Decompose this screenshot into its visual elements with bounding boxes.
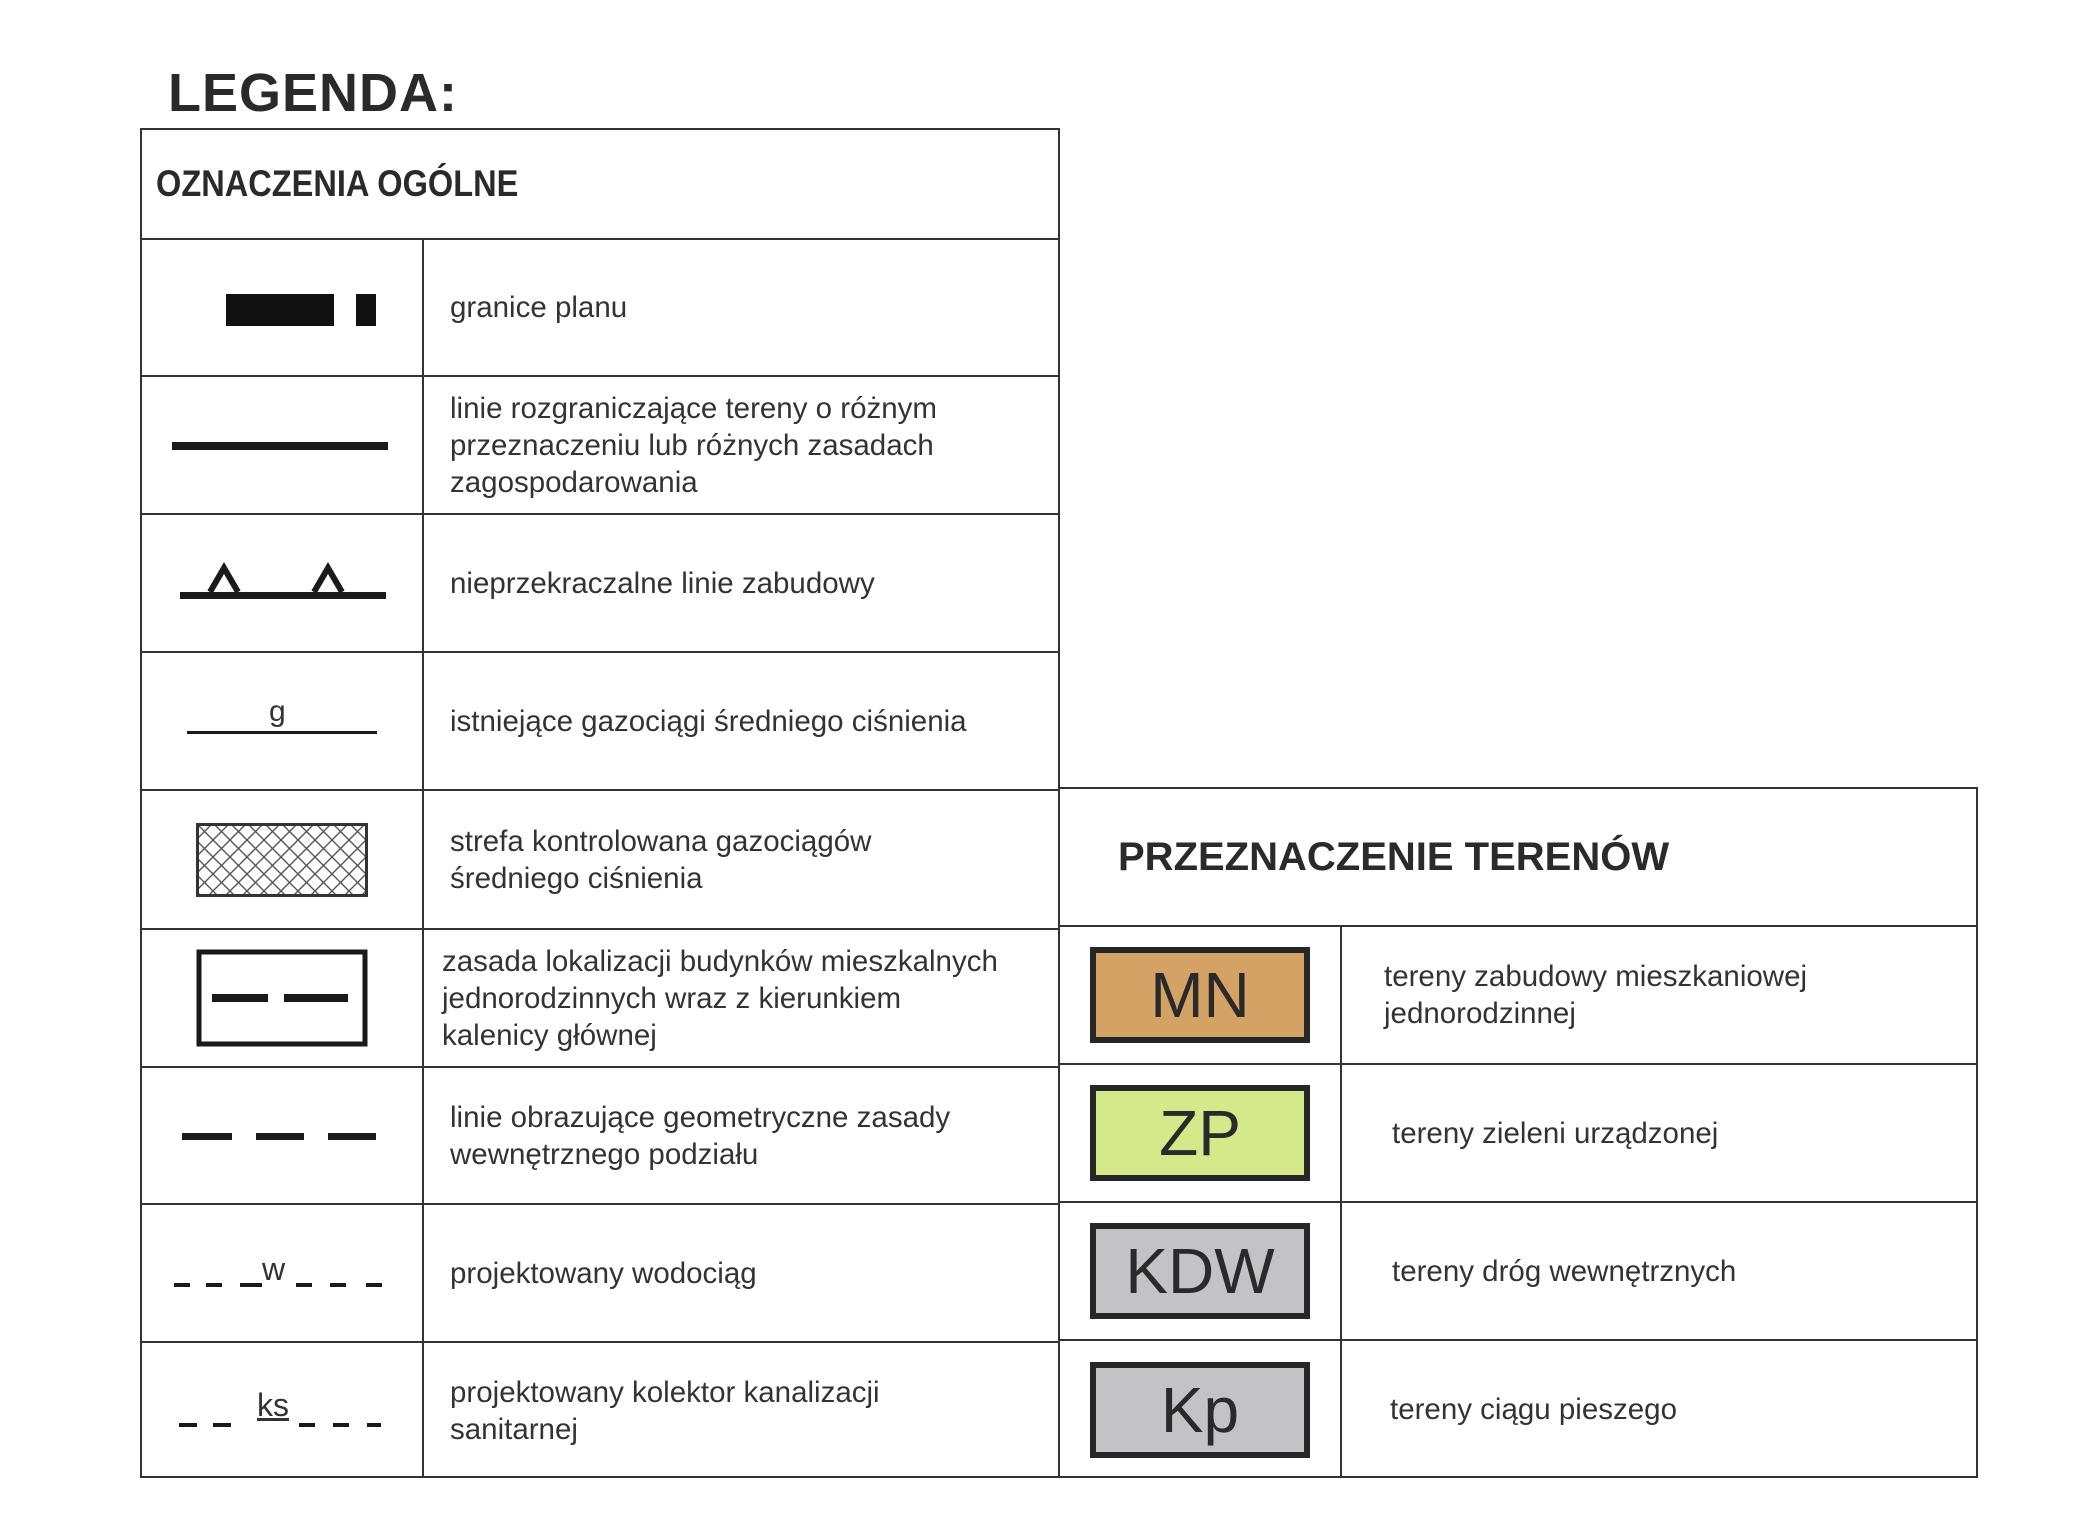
land-use-code-cell bbox=[1060, 1203, 1342, 1339]
legend-row-plan-boundary bbox=[142, 240, 1058, 377]
gas-symbol-letter: g bbox=[269, 695, 286, 728]
plan-boundary-line-icon bbox=[142, 240, 424, 375]
legend-row-building-location bbox=[142, 930, 1058, 1068]
land-use-label: tereny dróg wewnętrznych bbox=[1392, 1254, 1737, 1288]
land-use-row-mn bbox=[1060, 927, 1976, 1065]
land-use-code-cell bbox=[1060, 1341, 1342, 1478]
sewer-symbol-letters: ks bbox=[257, 1386, 289, 1423]
building-line-triangles-icon bbox=[142, 515, 424, 651]
water-symbol-letter: w bbox=[262, 1251, 286, 1287]
legend-row-division-lines bbox=[142, 1068, 1058, 1205]
land-use-label: tereny zabudowy mieszkaniowej jednorodzinnej bbox=[1384, 960, 1808, 1030]
land-use-row-kp bbox=[1060, 1341, 1976, 1478]
legend-label: projektowany wodociąg bbox=[450, 1256, 757, 1290]
legend-row-gas-pipelines bbox=[142, 653, 1058, 791]
water-pipe-dashed-icon bbox=[142, 1205, 424, 1341]
solid-line-icon bbox=[142, 377, 424, 513]
legend-label: nieprzekraczalne linie zabudowy bbox=[450, 566, 875, 600]
crosshatch-zone-icon bbox=[142, 791, 424, 928]
legend-label: istniejące gazociągi średniego ciśnienia bbox=[450, 704, 967, 738]
land-use-label: tereny ciągu pieszego bbox=[1390, 1393, 1677, 1426]
land-use-row-kdw bbox=[1060, 1203, 1976, 1341]
legend-label: granice planu bbox=[450, 291, 628, 324]
legend-row-sewer bbox=[142, 1343, 1058, 1478]
legend-row-gas-zone bbox=[142, 791, 1058, 930]
legend-label: linie rozgraniczające tereny o różnym przeznaczeniu lub różnych zasadach zagospodarowania bbox=[450, 391, 937, 499]
legend-row-building-lines bbox=[142, 515, 1058, 653]
land-use-code-cell bbox=[1060, 1065, 1342, 1201]
dashed-line-icon bbox=[142, 1068, 424, 1203]
general-markings-table bbox=[140, 128, 1060, 1478]
legend-label: strefa kontrolowana gazociągów średniego ciśnienia bbox=[450, 824, 872, 895]
building-box-dashed-icon bbox=[142, 930, 424, 1066]
zone-code-zp: ZP bbox=[1090, 1085, 1310, 1181]
legend-label: linie obrazujące geometryczne zasady wewnętrznego podziału bbox=[450, 1100, 951, 1171]
zone-code-mn: MN bbox=[1090, 947, 1310, 1043]
legend-row-water-pipe bbox=[142, 1205, 1058, 1343]
legend-label: projektowany kolektor kanalizacji sanitarnej bbox=[450, 1375, 880, 1446]
zone-code-kp: Kp bbox=[1090, 1362, 1310, 1458]
land-use-row-zp bbox=[1060, 1065, 1976, 1203]
land-use-label: tereny zieleni urządzonej bbox=[1392, 1116, 1719, 1150]
sewer-dashed-icon bbox=[142, 1343, 424, 1478]
legend-title: LEGENDA: bbox=[168, 63, 458, 123]
general-heading-text: OZNACZENIA OGÓLNE bbox=[156, 163, 519, 204]
zone-code-kdw: KDW bbox=[1090, 1223, 1310, 1319]
legend-label: zasada lokalizacji budynków mieszkalnych jednorodzinnych wraz z kierunkiem kalenicy głównej bbox=[442, 944, 998, 1052]
general-markings-heading bbox=[142, 130, 1058, 240]
legend-row-boundary-lines bbox=[142, 377, 1058, 515]
land-use-table bbox=[1058, 787, 1978, 1478]
land-use-code-cell bbox=[1060, 927, 1342, 1063]
land-use-heading: PRZEZNACZENIE TERENÓW bbox=[1060, 789, 1976, 927]
gas-pipeline-line-icon bbox=[142, 653, 424, 789]
